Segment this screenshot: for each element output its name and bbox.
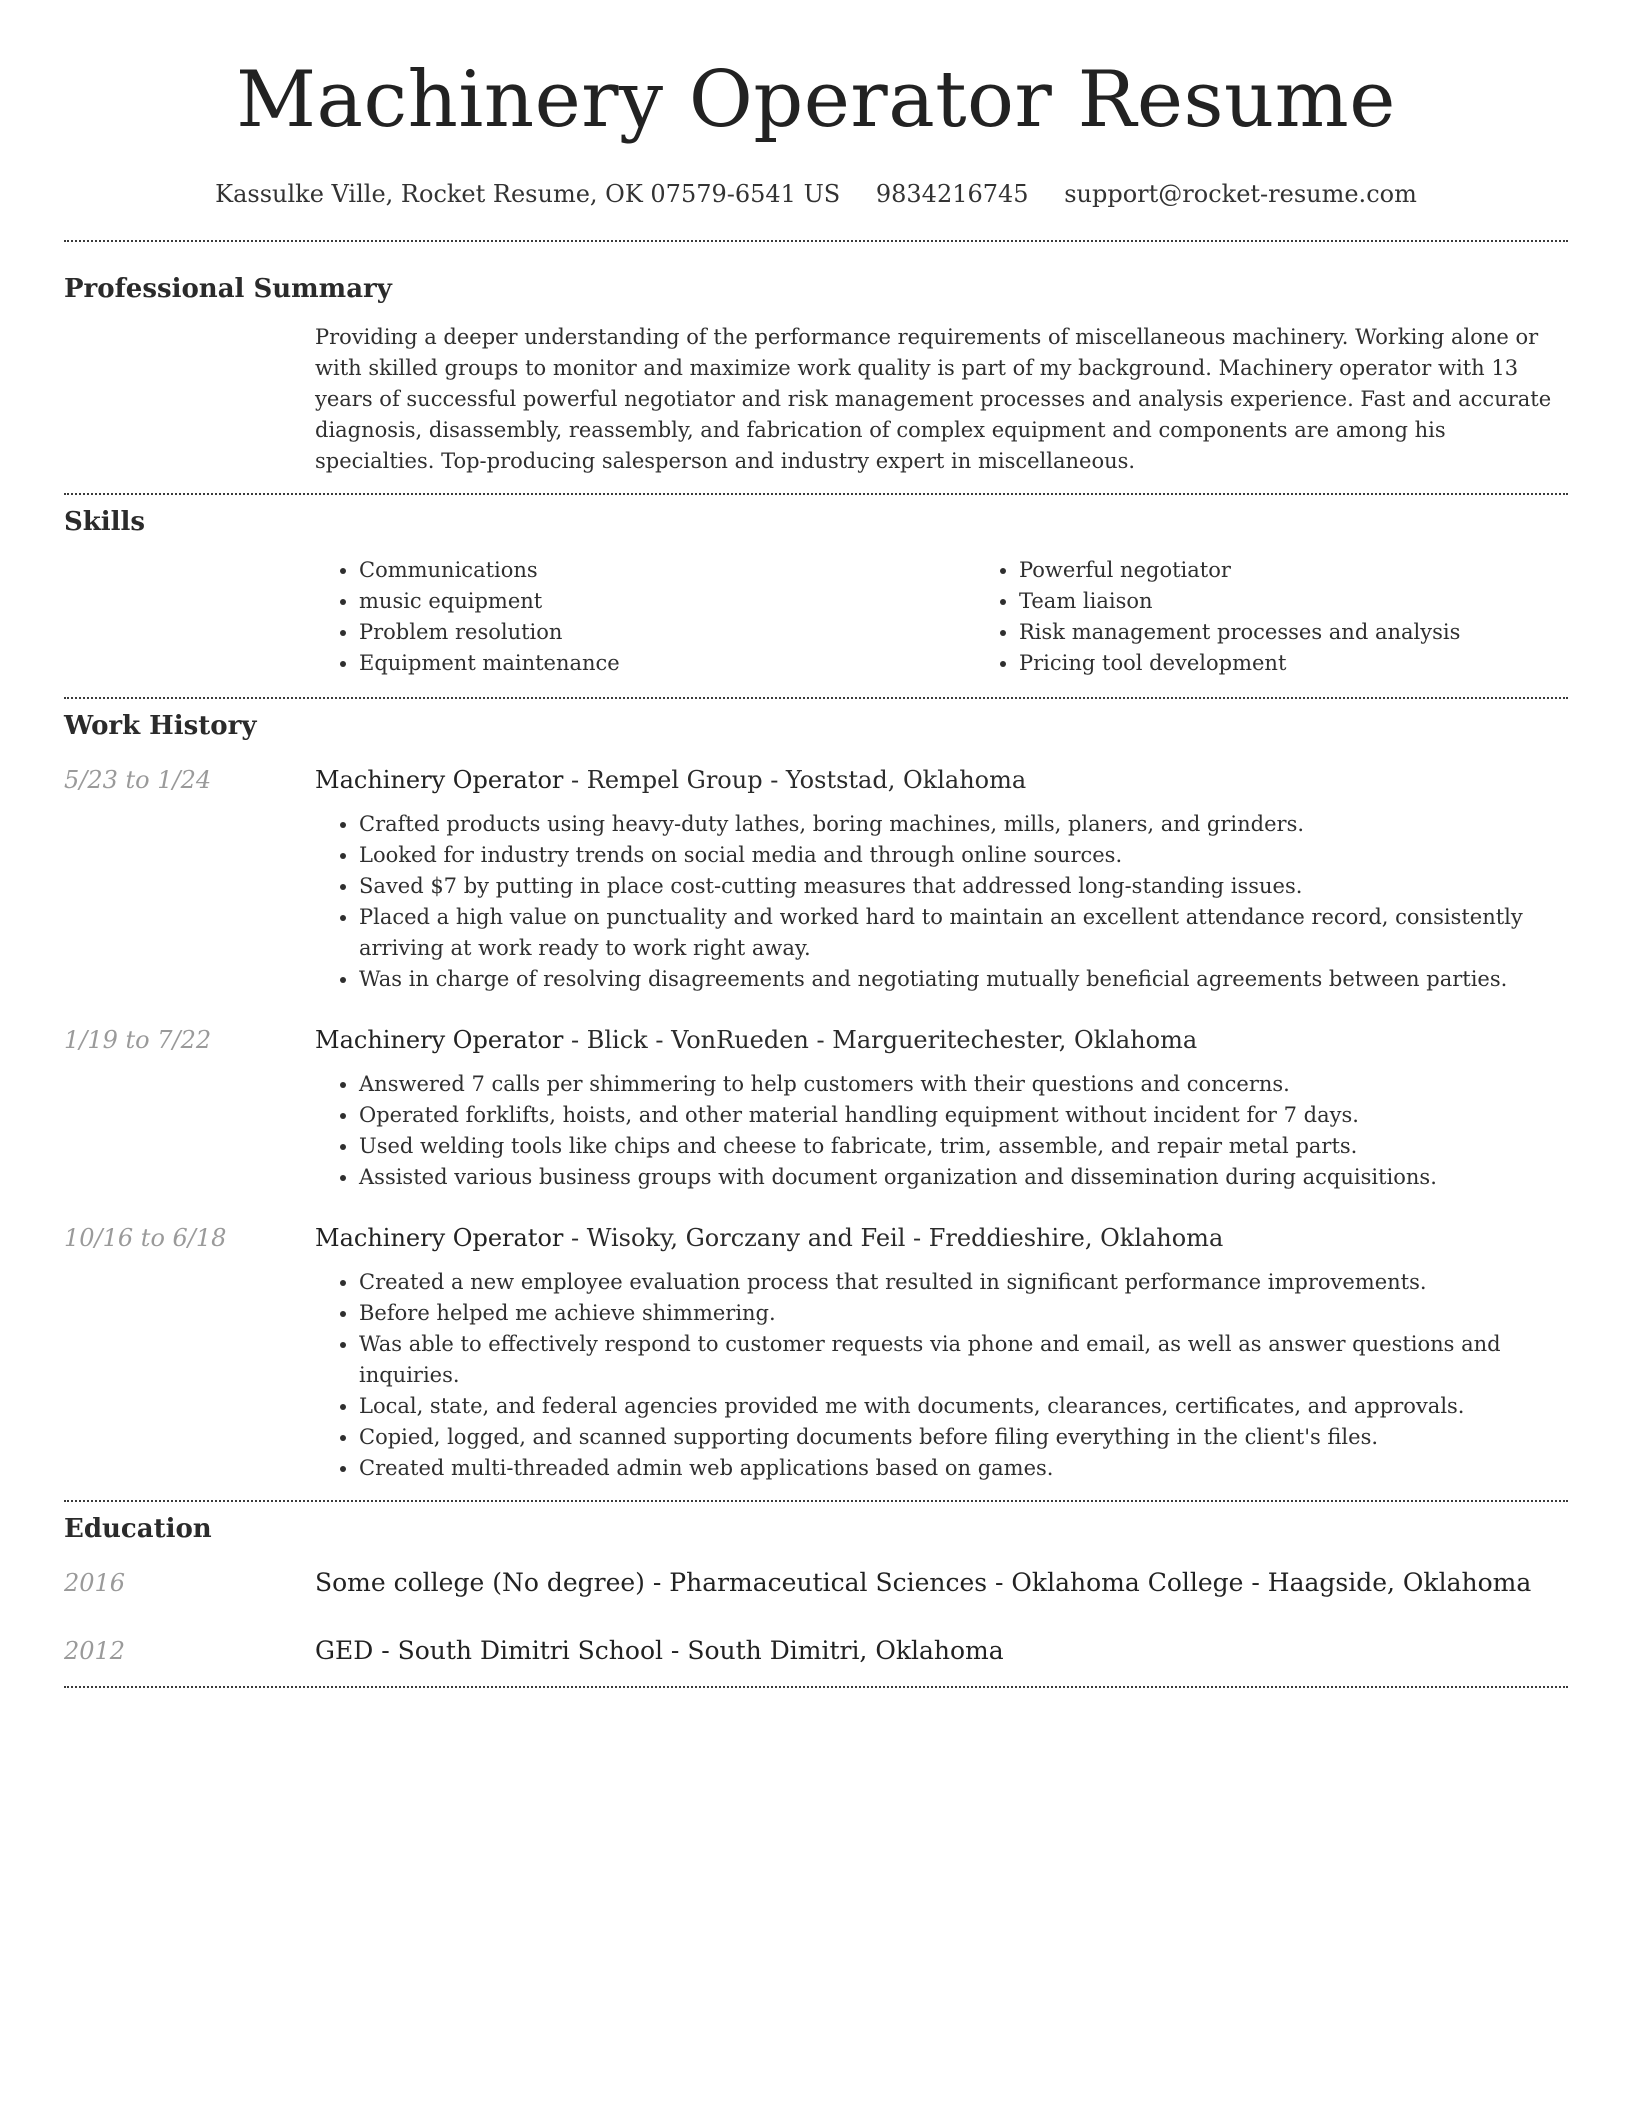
skill-item: • Powerful negotiator (1019, 555, 1632, 586)
job-role: Machinery Operator (315, 1224, 564, 1252)
job-bullet: • Saved $7 by putting in place cost-cutting measures that addressed long-standing issues. (359, 871, 1568, 902)
job-bullet: • Was able to effectively respond to customer requests via phone and email, as well as answer questions and inquiries. (359, 1329, 1568, 1391)
job-bullets (315, 1069, 1568, 1193)
job-bullet: • Used welding tools like chips and cheese to fabricate, trim, assemble, and repair metal parts. (359, 1131, 1568, 1162)
job-details: - Wisoky, Gorczany and Feil - Freddieshire, Oklahoma (563, 1224, 1224, 1252)
job-heading (315, 763, 1568, 797)
job-bullet: • Created multi-threaded admin web applications based on games. (359, 1453, 1568, 1484)
job-role: Machinery Operator (315, 1026, 564, 1054)
divider (64, 1686, 1568, 1688)
job-details: - Blick - VonRueden - Margueritechester, Oklahoma (563, 1026, 1198, 1054)
job-bullets (315, 1267, 1568, 1484)
skills-section (64, 495, 1568, 679)
job-role: Machinery Operator (315, 766, 564, 794)
skill-item: • Equipment maintenance (359, 648, 975, 679)
job-bullet: • Placed a high value on punctuality and worked hard to maintain an excellent attendance record, consistently arriving at work ready to work right away. (359, 902, 1568, 964)
job-heading (315, 1221, 1568, 1255)
summary-section (64, 242, 1568, 477)
job-bullets (315, 809, 1568, 995)
education-text: Some college (No degree) - Pharmaceutical Sciences - Oklahoma College - Haagside, Oklahoma (315, 1568, 1532, 1597)
section-heading-summary: Professional Summary (64, 274, 392, 304)
section-heading-skills: Skills (64, 507, 146, 537)
page-title: Machinery Operator Resume (236, 55, 1396, 145)
skill-item: • Team liaison (1019, 586, 1632, 617)
resume-header (64, 0, 1568, 210)
job-entry (64, 763, 1568, 995)
skill-item: • Communications (359, 555, 975, 586)
job-date: 10/16 to 6/18 (64, 1224, 227, 1252)
skill-item: • Problem resolution (359, 617, 975, 648)
job-bullet: • Crafted products using heavy-duty lathes, boring machines, mills, planers, and grinders. (359, 809, 1568, 840)
section-heading-work: Work History (64, 711, 257, 741)
job-bullet: • Operated forklifts, hoists, and other material handling equipment without incident for 7 days. (359, 1100, 1568, 1131)
education-entry (64, 1566, 1568, 1600)
job-details: - Rempel Group - Yoststad, Oklahoma (563, 766, 1027, 794)
contact-email: support@rocket-resume.com (1064, 180, 1417, 208)
job-bullet: • Assisted various business groups with document organization and dissemination during acquisitions. (359, 1162, 1568, 1193)
skills-list-right (975, 555, 1632, 679)
job-date: 5/23 to 1/24 (64, 766, 212, 794)
work-section (64, 699, 1568, 1484)
job-bullet: • Created a new employee evaluation process that resulted in significant performance improvements. (359, 1267, 1568, 1298)
skill-item: • music equipment (359, 586, 975, 617)
job-heading (315, 1023, 1568, 1057)
skills-list-left (315, 555, 975, 679)
job-bullet: • Was in charge of resolving disagreements and negotiating mutually beneficial agreements between parties. (359, 964, 1568, 995)
job-bullet: • Before helped me achieve shimmering. (359, 1298, 1568, 1329)
job-date: 1/19 to 7/22 (64, 1026, 212, 1054)
skill-item: • Risk management processes and analysis (1019, 617, 1632, 648)
education-text: GED - South Dimitri School - South Dimitri, Oklahoma (315, 1636, 1004, 1665)
education-year: 2012 (64, 1637, 126, 1665)
job-bullet: • Looked for industry trends on social media and through online sources. (359, 840, 1568, 871)
summary-text: Providing a deeper understanding of the performance requirements of miscellaneous machinery. Working alone or with skilled groups to monitor and maximize work quality is part of my background. Machinery operator with 13 years of successful powerful negotiator and risk management processes and analysis experience. Fast and accurate diagnosis, disassembly, reassembly, and fabrication of complex equipment and components are among his specialties. Top-producing salesperson and industry expert in miscellaneous. (315, 325, 1552, 473)
education-entry (64, 1634, 1568, 1668)
contact-address: Kassulke Ville, Rocket Resume, OK 07579-6541 US (215, 180, 841, 208)
job-bullet: • Copied, logged, and scanned supporting documents before filing everything in the client's files. (359, 1422, 1568, 1453)
job-bullet: • Local, state, and federal agencies provided me with documents, clearances, certificates, and approvals. (359, 1391, 1568, 1422)
contact-phone: 9834216745 (875, 180, 1029, 208)
skill-item: • Pricing tool development (1019, 648, 1632, 679)
job-bullet: • Answered 7 calls per shimmering to help customers with their questions and concerns. (359, 1069, 1568, 1100)
job-entry (64, 1023, 1568, 1193)
contact-line (64, 178, 1568, 210)
job-entry (64, 1221, 1568, 1484)
education-section (64, 1502, 1568, 1668)
section-heading-education: Education (64, 1514, 212, 1544)
education-year: 2016 (64, 1569, 126, 1597)
